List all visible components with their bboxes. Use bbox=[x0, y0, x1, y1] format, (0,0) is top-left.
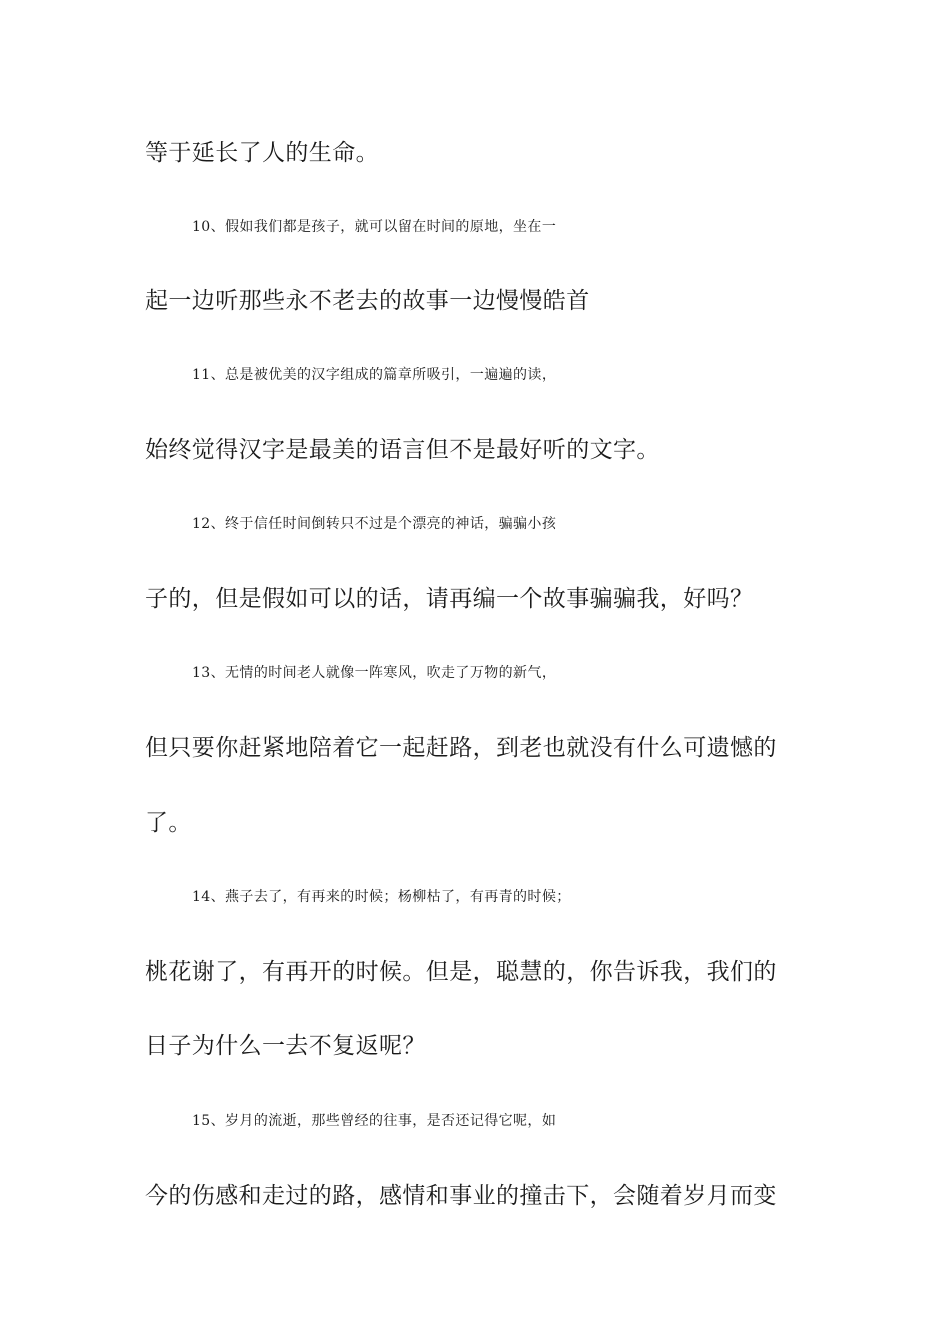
text-line: 起一边听那些永不老去的故事一边慢慢皓首 bbox=[145, 288, 590, 314]
text-line-item-14: 14、燕子去了，有再来的时候；杨柳枯了，有再青的时候； bbox=[192, 889, 571, 905]
text-line: 始终觉得汉字是最美的语言但不是最好听的文字。 bbox=[145, 437, 660, 463]
text-line-item-13: 13、无情的时间老人就像一阵寒风，吹走了万物的新气， bbox=[192, 665, 557, 681]
text-line: 子的，但是假如可以的话，请再编一个故事骗骗我，好吗？ bbox=[145, 586, 754, 612]
text-line: 等于延长了人的生命。 bbox=[145, 140, 379, 166]
text-line-item-12: 12、终于信任时间倒转只不过是个漂亮的神话，骗骗小孩 bbox=[192, 516, 557, 532]
text-line: 桃花谢了，有再开的时候。但是，聪慧的，你告诉我，我们的 bbox=[145, 959, 777, 985]
text-line: 日子为什么一去不复返呢？ bbox=[145, 1033, 426, 1059]
text-line-item-11: 11、总是被优美的汉字组成的篇章所吸引，一遍遍的读， bbox=[192, 367, 557, 383]
text-line: 今的伤感和走过的路，感情和事业的撞击下，会随着岁月而变 bbox=[145, 1183, 777, 1209]
text-line-item-15: 15、岁月的流逝，那些曾经的往事，是否还记得它呢，如 bbox=[192, 1113, 557, 1129]
text-line: 但只要你赶紧地陪着它一起赶路，到老也就没有什么可遗憾的 bbox=[145, 735, 777, 761]
text-line-item-10: 10、假如我们都是孩子，就可以留在时间的原地，坐在一 bbox=[192, 219, 557, 235]
text-line: 了。 bbox=[145, 810, 192, 836]
